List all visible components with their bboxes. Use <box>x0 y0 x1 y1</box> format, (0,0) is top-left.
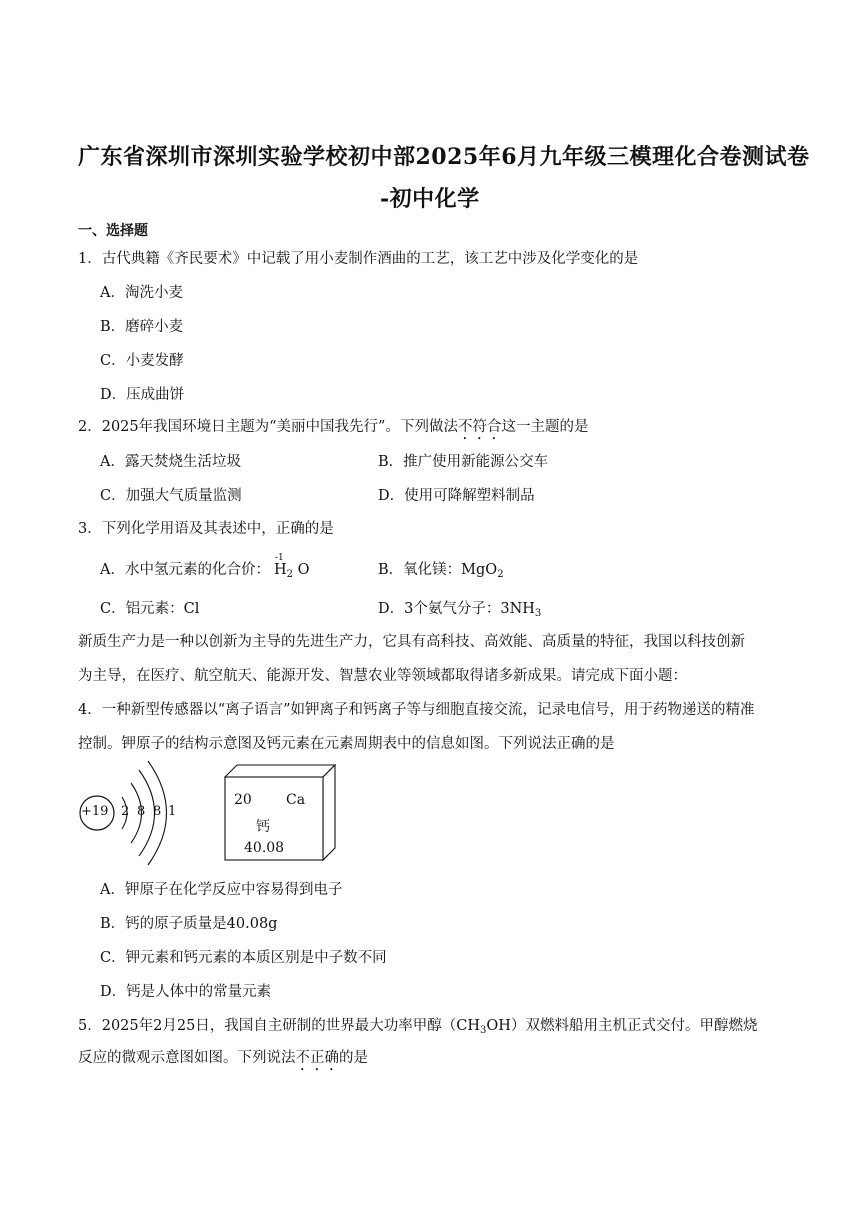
question-3-option-c: C．铝元素：Cl <box>100 601 200 617</box>
shell-electrons-4: 1 <box>168 804 177 819</box>
question-3-option-d <box>378 597 541 619</box>
question-4-line-2: 控制。钾原子的结构示意图及钙元素在元素周期表中的信息如图。下列说法正确的是 <box>78 736 615 752</box>
question-5-line-1 <box>78 1014 757 1036</box>
calcium-element-card <box>224 764 336 862</box>
question-2-stem-pre: 2．2025年我国环境日主题为“美丽中国我先行”。下列做法 <box>78 419 458 435</box>
intro-line-2: 为主导，在医疗、航空航天、能源开发、智慧农业等领域都取得诸多新成果。请完成下面小题： <box>78 668 687 684</box>
question-3-option-b <box>378 558 504 580</box>
document-title-line1: 广东省深圳市深圳实验学校初中部2025年6月九年级三模理化合卷测试卷 <box>78 144 810 170</box>
question-5-line-1-pre: 5．2025年2月25日，我国自主研制的世界最大功率甲醇（CH <box>78 1018 481 1034</box>
question-5-line-2-post: 的是 <box>339 1050 368 1066</box>
formula-nh3: 3NH <box>500 601 535 617</box>
question-1-option-b: B．磨碎小麦 <box>100 319 184 335</box>
question-3-option-b-label: B．氧化镁： <box>378 562 462 578</box>
question-2-option-c: C．加强大气质量监测 <box>100 488 242 504</box>
nucleus-charge: +19 <box>81 804 109 819</box>
question-2-stem-post: 这一主题的是 <box>501 419 589 435</box>
shell-electrons-3: 8 <box>153 804 162 819</box>
shell-electrons-1: 2 <box>121 804 130 819</box>
question-3-stem: 3．下列化学用语及其表述中，正确的是 <box>78 521 334 537</box>
section-heading: 一、选择题 <box>78 223 148 239</box>
question-4-option-d: D．钙是人体中的常量元素 <box>100 984 272 1000</box>
question-2-stem <box>78 415 588 443</box>
intro-line-1: 新质生产力是一种以创新为主导的先进生产力，它具有高科技、高效能、高质量的特征，我国以科技创新 <box>78 634 745 650</box>
question-4-option-b: B．钙的原子质量是40.08g <box>100 916 278 932</box>
formula-nh3-subscript: 3 <box>534 608 542 619</box>
formula-h: H <box>273 562 287 578</box>
potassium-atom-diagram <box>74 760 194 870</box>
element-atomic-mass: 40.08 <box>244 840 285 856</box>
question-2-option-b: B．推广使用新能源公交车 <box>378 454 549 470</box>
valence-formula <box>273 553 310 580</box>
question-5-formula-subscript: 3 <box>480 1025 487 1036</box>
valence-mark: -1 <box>274 553 284 563</box>
formula-h-subscript: 2 <box>286 569 294 580</box>
question-1-option-d: D．压成曲饼 <box>100 387 185 403</box>
question-5-line-1-post: OH）双燃料船用主机正式交付。甲醇燃烧 <box>486 1018 758 1034</box>
formula-mgo-subscript: 2 <box>497 569 504 580</box>
question-3-option-a-label: A．水中氢元素的化合价： <box>100 562 270 578</box>
question-4-line-1: 4．一种新型传感器以“离子语言”如钾离子和钙离子等与细胞直接交流，记录电信号，用于药物递送的精准 <box>78 702 755 718</box>
question-5-line-2-emphasis: 不正确 <box>295 1050 339 1066</box>
document-title-line2: -初中化学 <box>380 186 480 212</box>
question-5-line-2 <box>78 1046 368 1074</box>
element-symbol: Ca <box>286 792 306 808</box>
question-2-stem-emphasis: 不符合 <box>457 419 502 435</box>
question-1-stem: 1．古代典籍《齐民要术》中记载了用小麦制作酒曲的工艺，该工艺中涉及化学变化的是 <box>78 251 639 267</box>
formula-mgo: MgO <box>461 562 498 578</box>
question-1-option-a: A．淘洗小麦 <box>100 285 183 301</box>
element-name: 钙 <box>256 819 270 835</box>
shell-electrons-2: 8 <box>137 804 146 819</box>
element-atomic-number: 20 <box>234 792 252 808</box>
question-1-option-c: C．小麦发酵 <box>100 353 184 369</box>
question-5-line-2-pre: 反应的微观示意图如图。下列说法 <box>78 1050 296 1066</box>
question-3-option-a <box>100 553 310 580</box>
question-2-option-a: A．露天焚烧生活垃圾 <box>100 454 241 470</box>
question-4-option-a: A．钾原子在化学反应中容易得到电子 <box>100 882 343 898</box>
question-3-option-d-label: D．3个氨气分子： <box>378 601 501 617</box>
formula-o: O <box>293 562 310 578</box>
question-4-option-c: C．钾元素和钙元素的本质区别是中子数不同 <box>100 950 387 966</box>
question-2-option-d: D．使用可降解塑料制品 <box>378 488 535 504</box>
